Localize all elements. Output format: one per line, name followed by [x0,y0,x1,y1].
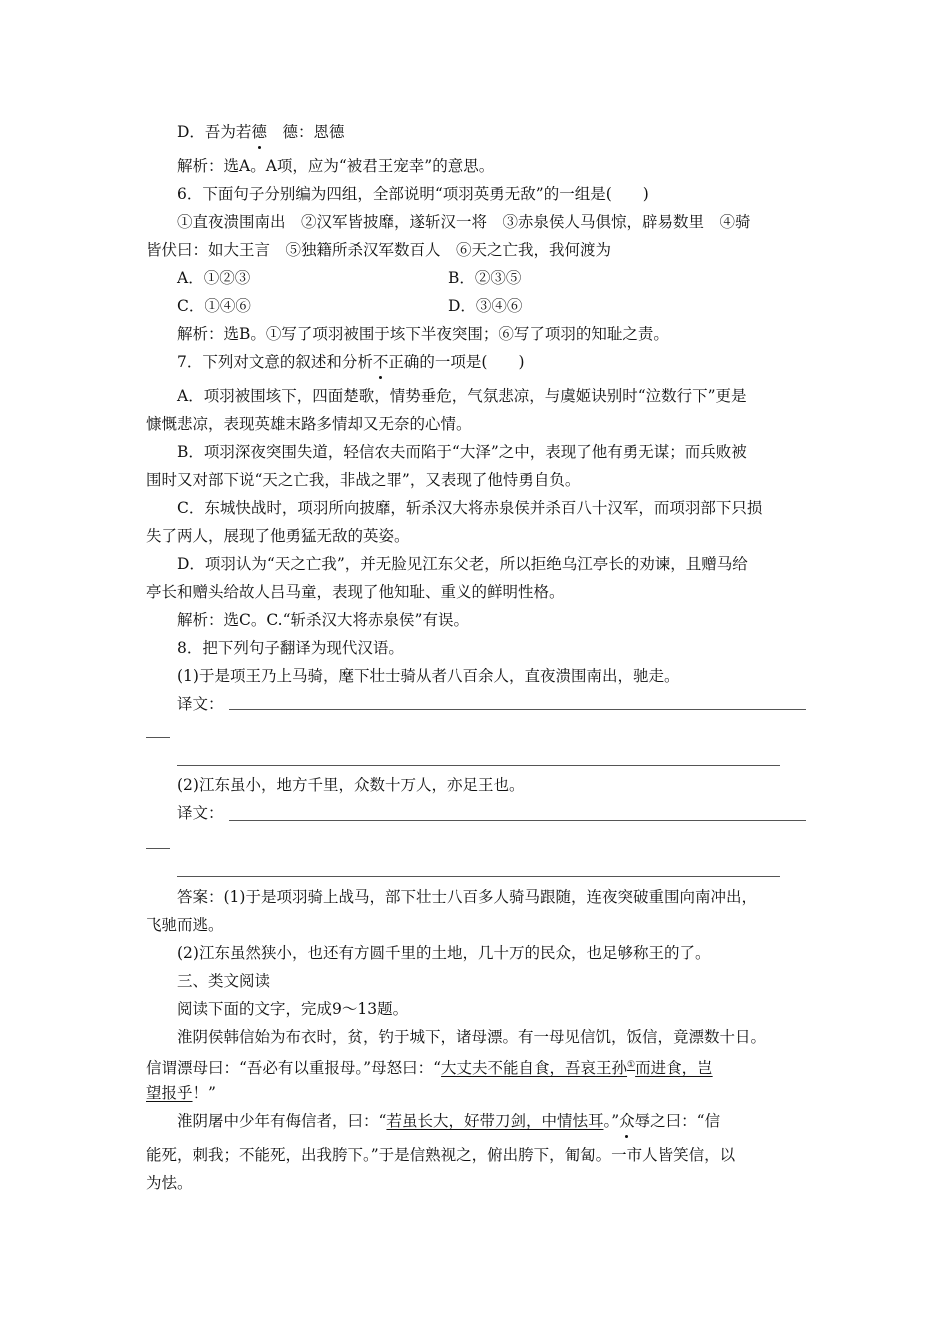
answer-blank-line [177,876,780,877]
q6-option-b: B．②③⑤ [448,269,522,287]
q7-option-c-line1: C．东城快战时，项羽所向披靡，斩杀汉大将赤泉侯并杀百八十汉军，而项羽部下只损 [177,499,763,517]
q8-answer-1-line2: 飞驰而逃。 [146,916,224,934]
section-heading: 三、类文阅读 [177,972,271,990]
q8-sentence-1: (1)于是项王乃上马骑，麾下壮士骑从者八百余人，直夜溃围南出，驰走。 [177,667,680,685]
q6-items-line2: 皆伏曰：如大王言 ⑤独籍所杀汉军数百人 ⑥天之亡我，我何渡为 [146,241,612,259]
answer-blank-line [177,765,780,766]
emphasis-dot-char: 德 [251,123,267,141]
q8-answer-2: (2)江东虽然狭小，也还有方圆千里的土地，几十万的民众，也足够称王的了。 [177,944,711,962]
q7-option-a-line1: A．项羽被围垓下，四面楚歌，情势垂危，气氛悲凉，与虞姬诀别时“泣数行下”更是 [177,387,747,405]
answer-blank-line [146,737,170,738]
q7-option-c-line2: 失了两人，展现了他勇猛无敌的英姿。 [146,527,410,545]
q7-analysis: 解析：选C。C.“斩杀汉大将赤泉侯”有误。 [177,611,469,629]
q7-option-b-line2: 围时又对部下说“天之亡我，非战之罪”，又表现了他恃勇自负。 [146,471,581,489]
footnote-marker: ① [627,1060,636,1070]
underlined-text: 大丈夫不能自食，吾哀王孙 [441,1059,628,1078]
q7-option-b-line1: B．项羽深夜突围失道，轻信农夫而陷于“大泽”之中，表现了他有勇无谋；而兵败被 [177,443,747,461]
answer-blank-line [146,848,170,849]
q8-answer-1-line1: 答案：(1)于是项羽骑上战马，部下壮士八百多人骑马跟随，连夜突破重围向南冲出， [177,888,757,906]
passage-p1-line1: 淮阴侯韩信始为布衣时，贫，钓于城下，诸母漂。有一母见信饥，饭信，竟漂数十日。 [177,1028,767,1046]
q5-option-d: D．吾为若德 德：恩德 [177,123,345,141]
underlined-text: 望报乎 [146,1084,193,1102]
passage-p2-line3: 为怯。 [146,1174,193,1192]
emphasis-dot-char: 众 [619,1112,635,1130]
q6-option-d: D．③④⑥ [448,297,523,315]
q6-stem: 6．下面句子分别编为四组，全部说明“项羽英勇无敌”的一组是( ) [177,185,649,203]
translation-label-1: 译文： [177,695,224,713]
q8-sentence-2: (2)江东虽小，地方千里，众数十万人，亦足王也。 [177,776,525,794]
q6-option-a: A．①②③ [177,269,251,287]
q8-stem: 8．把下列句子翻译为现代汉语。 [177,639,404,657]
underlined-text: 若虽长大，好带刀剑，中情怯耳 [386,1112,604,1130]
section-instruction: 阅读下面的文字，完成9～13题。 [177,1000,409,1018]
translation-label-2: 译文： [177,804,224,822]
underlined-text: 而进食，岂 [635,1059,713,1078]
q6-analysis: 解析：选B。①写了项羽被围于垓下半夜突围；⑥写了项羽的知耻之责。 [177,325,669,343]
emphasis-dot-char: 不 [372,353,389,371]
q7-option-d-line1: D．项羽认为“天之亡我”，并无脸见江东父老，所以拒绝乌江亭长的劝谏，且赠马给 [177,555,748,573]
passage-p2-line2: 能死，刺我；不能死，出我胯下。”于是信熟视之，俯出胯下，匍匐。一市人皆笑信，以 [146,1146,736,1164]
q7-option-d-line2: 亭长和赠头给故人吕马童，表现了他知耻、重义的鲜明性格。 [146,583,565,601]
q7-stem: 7．下列对文意的叙述和分析不正确的一项是( ) [177,353,525,371]
answer-blank-line [229,709,806,710]
q7-option-a-line2: 慷慨悲凉，表现英雄末路多情却又无奈的心情。 [146,415,472,433]
q6-items-line1: ①直夜溃围南出 ②汉军皆披靡，遂斩汉一将 ③赤泉侯人马俱惊，辟易数里 ④骑 [177,213,751,231]
passage-p1-line2: 信谓漂母曰：“吾必有以重报母。”母怒曰：“大丈夫不能自食，吾哀王孙①而进食，岂 [146,1059,713,1078]
q5-analysis: 解析：选A。A项，应为“被君王宠幸”的意思。 [177,157,495,175]
passage-p1-line3: 望报乎！” [146,1084,216,1102]
passage-p2-line1: 淮阴屠中少年有侮信者，曰：“若虽长大，好带刀剑，中情怯耳。”众辱之曰：“信 [177,1112,721,1130]
q6-option-c: C．①④⑥ [177,297,251,315]
answer-blank-line [229,820,806,821]
